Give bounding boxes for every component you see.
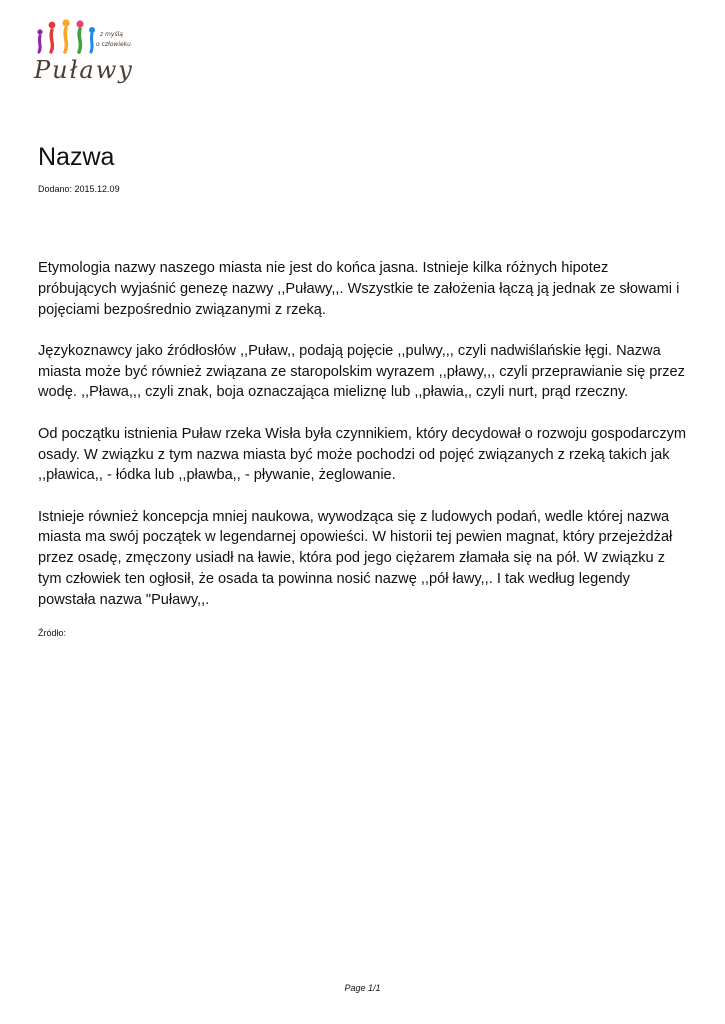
article-paragraph: Od początku istnienia Puław rzeka Wisła była czynnikiem, który decydował o rozwoju gospodarczym osady. W związku z tym nazwa miasta być może pochodzi od pojęć związanych z rzeką takich jak ,,pławica,, - łódka lub ,,pławba,, - pływanie, żeglowanie. xyxy=(38,425,687,484)
logo-wordmark: Puławy xyxy=(34,56,134,84)
logo-tagline-1: z myślą xyxy=(100,31,123,38)
article-paragraph: Językoznawcy jako źródłosłów ,,Puław,, podają pojęcie ,,pulwy,,, czyli nadwiślańskie łęgi. Nazwa miasta może być również związana ze staropolskim wyrazem ,,pławy,,, czyli przeprawianie się przez wodę. ,,Pława,,, czyli znak, boja oznaczająca mieliznę lub ,,pławia,, czyli nurt, prąd rzeczny. xyxy=(38,342,685,401)
page-number: Page 1/1 xyxy=(344,983,381,993)
logo-tagline-2: o człowieku xyxy=(96,41,131,48)
page-title: Nazwa xyxy=(38,143,115,171)
article-paragraph: Etymologia nazwy naszego miasta nie jest do końca jasna. Istnieje kilka różnych hipotez próbujących wyjaśnić genezę nazwy ,,Puławy,,. Wszystkie te założenia łączą ją jednak ze słowami i pojęciami bezpośrednio związanymi z rzeką. xyxy=(38,260,680,318)
date-added: Dodano: 2015.12.09 xyxy=(38,184,120,194)
logo-figure-icon xyxy=(62,19,69,26)
logo-figure-icon xyxy=(89,27,95,33)
pulawy-logo-graphic xyxy=(30,18,145,90)
pulawy-logo xyxy=(30,18,145,90)
logo-figure-icon xyxy=(76,20,83,27)
logo-figure-icon xyxy=(37,29,42,34)
article-body xyxy=(38,258,690,631)
article-paragraph: Istnieje również koncepcja mniej naukowa, wywodząca się z ludowych podań, wedle której nazwa miasta ma swój początek w legendarnej opowieści. W historii tej pewien magnat, który przejeżdżał przez osadę, zmęczony usiadł na ławie, która pod jego ciężarem złamała się na pół. W związku z tym człowiek ten ogłosił, że osada ta powinna nosić nazwę ,,pół ławy,,. I tak według legendy powstała nazwa "Puławy,,. xyxy=(38,508,673,608)
logo-figure-icon xyxy=(49,22,56,29)
source-label: Źródło: xyxy=(38,628,67,638)
